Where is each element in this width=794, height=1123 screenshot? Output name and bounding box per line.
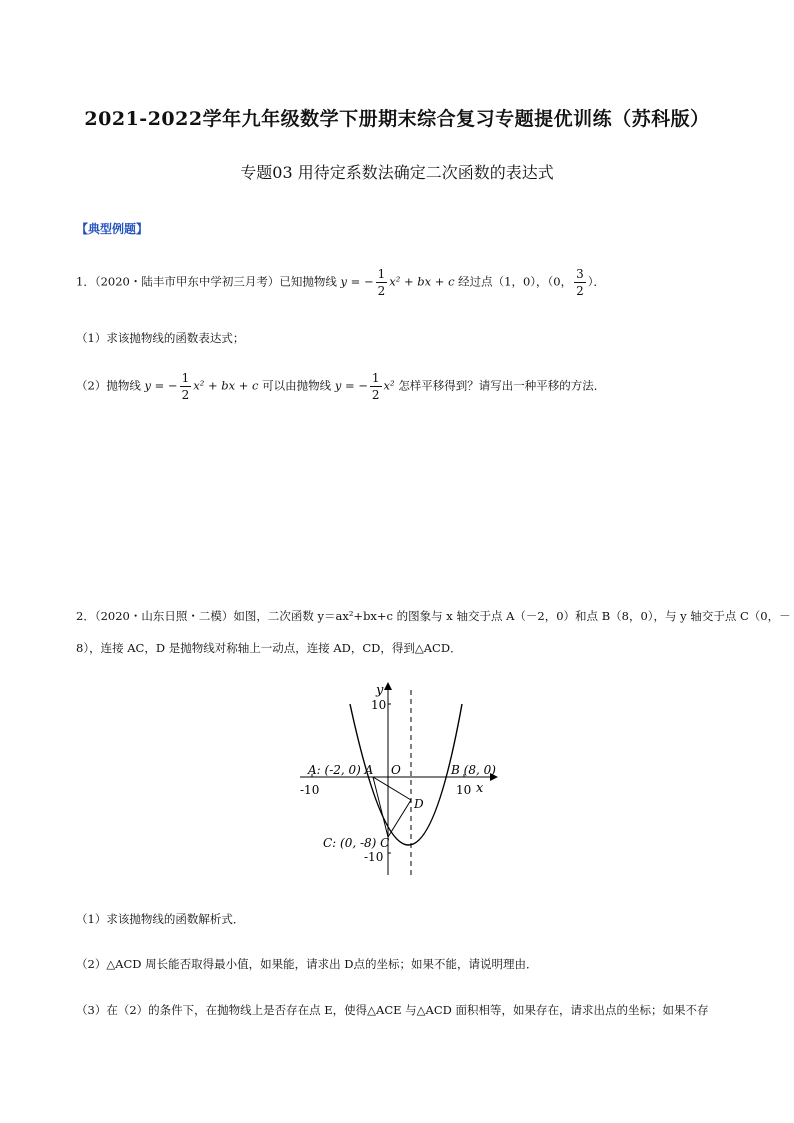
y-top-tick-label: 10 <box>371 698 387 712</box>
y-axis-arrow <box>384 682 392 690</box>
q1-part2-a: （2）抛物线 <box>76 378 141 393</box>
question-1-part-2 <box>76 372 605 401</box>
q1-point-fraction: $\frac{3}{2}$ <box>576 267 584 298</box>
q1-part2-fraction-1: $\frac{1}{2}$ <box>181 371 190 402</box>
q1-eq-left: y = − <box>340 274 374 289</box>
q1-fraction: $\frac{1}{2}$ <box>377 267 386 298</box>
q1-part2-eq2-left: y = − <box>334 378 368 393</box>
parabola-figure <box>290 680 520 880</box>
segment-AC <box>373 777 388 837</box>
page-title: 2021-2022学年九年级数学下册期末综合复习专题提优训练（苏科版） <box>84 108 710 130</box>
q1-eq-right: x² + bx + c <box>389 274 455 289</box>
q1-part2-eq2-right: x² <box>383 378 395 393</box>
point-B-label: B (8, 0) <box>451 763 496 777</box>
question-2-line-2: 8），连接 AC，D 是抛物线对称轴上一动点，连接 AD，CD，得到△ACD． <box>76 641 462 655</box>
q1-part2-c: 怎样平移得到？请写出一种平移的方法． <box>398 378 606 393</box>
point-A-label: A: (-2, 0) A <box>308 763 374 777</box>
q1-part2-eq1-right: x² + bx + c <box>193 378 259 393</box>
q1-passes: 经过点（1，0），（0， <box>458 274 573 289</box>
y-bottom-tick-label: -10 <box>364 850 384 864</box>
x-axis-label: x <box>476 781 484 796</box>
question-2-part-3: （3）在（2）的条件下，在抛物线上是否存在点 E，使得△ACE 与△ACD 面积相等，如果存在，请求出点的坐标；如果不存 <box>76 1003 709 1017</box>
x-left-tick-label: -10 <box>300 783 320 797</box>
q1-part2-fraction-2: $\frac{1}{2}$ <box>371 371 380 402</box>
q1-end: ）． <box>587 274 606 289</box>
question-2-part-1: （1）求该抛物线的函数解析式． <box>76 912 245 926</box>
question-1-stem <box>76 268 605 297</box>
question-1-part-1: （1）求该抛物线的函数表达式； <box>76 331 245 345</box>
question-2-part-2: （2）△ACD 周长能否取得最小值，如果能，请求出 D点的坐标；如果不能，请说明理由． <box>76 957 538 971</box>
q1-prefix: 1．（2020・陆丰市甲东中学初三月考）已知抛物线 <box>76 274 337 289</box>
origin-label: O <box>391 763 401 777</box>
segment-CD <box>388 800 411 837</box>
question-2-line-1: 2．（2020・山东日照・二模）如图，二次函数 y＝ax²+bx+c 的图象与 x 轴交于点 A（－2，0）和点 B（8，0），与 y 轴交于点 C（0，－ <box>76 609 791 623</box>
q1-part2-b: 可以由抛物线 <box>262 378 332 393</box>
y-axis-label: y <box>376 683 384 698</box>
section-heading: 【典型例题】 <box>76 222 149 236</box>
q1-part2-eq1-left: y = − <box>144 378 178 393</box>
point-C-label: C: (0, -8) C <box>323 836 390 850</box>
segment-AD <box>373 777 411 800</box>
page-subtitle: 专题03 用待定系数法确定二次函数的表达式 <box>240 163 554 182</box>
point-D-label: D <box>414 797 424 811</box>
x-right-tick-label: 10 <box>456 783 472 797</box>
